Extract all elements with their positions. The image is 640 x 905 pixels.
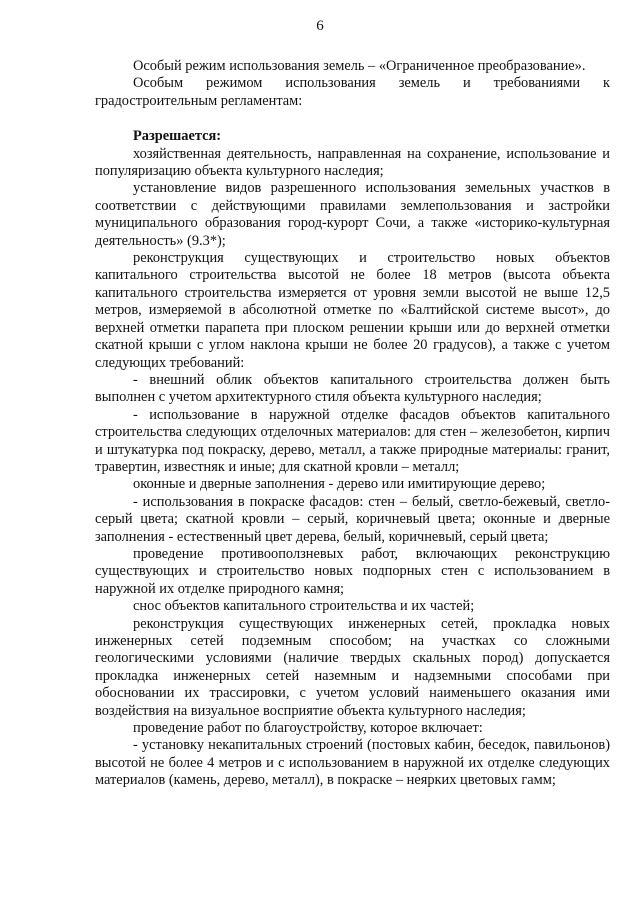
paragraph: оконные и дверные заполнения - дерево или имитирующие дерево; [133,476,546,493]
permitted-heading: Разрешается: [133,128,222,145]
page-number: 6 [316,18,324,34]
paragraph: реконструкция существующих инженерных сетей, прокладка новых инженерных сетей подземным способом; на участках со сложными геологическими условиями (наличие твердых скальных пород) допускается прокладка инженерных сетей наземным и надземными способами при обосновании их трассировки, с учетом условий наименьшего оказания ими воздействия на визуальное восприятие объекта культурного наследия; [95,615,610,719]
list-item: - установку некапитальных строений (постовых кабин, беседок, павильонов) высотой не более 4 метров и с использованием в наружной их отделке следующих материалов (камень, дерево, металл), в покраске – неярких цветовых гамм; [95,737,610,789]
paragraph: проведение противооползневых работ, включающих реконструкцию существующих и строительство новых подпорных стен с использованием в наружной их отделке природного камня; [95,545,610,597]
regime-title: Особый режим использования земель – «Ограниченное преобразование». [133,58,586,74]
document-body [95,58,610,790]
paragraph: установление видов разрешенного использования земельных участков в соответствии с действующими правилами землепользования и застройки муниципального образования город-курорт Сочи, а также «историко-культурная деятельность» (9.3*); [95,180,610,249]
paragraph: проведение работ по благоустройству, которое включает: [133,720,483,737]
list-item: - внешний облик объектов капитального строительства должен быть выполнен с учетом архитектурного стиля объекта культурного наследия; [95,371,610,406]
list-item: - использования в покраске фасадов: стен – белый, светло-бежевый, светло-серый цвета; скатной кровли – серый, коричневый цвета; оконные и дверные заполнения - естественный цвет дерева, белый, коричневый, серый цвета; [95,493,610,545]
regime-intro: Особым режимом использования земель и требованиями к градостроительным регламентам: [95,75,610,109]
paragraph: снос объектов капитального строительства и их частей; [133,598,475,615]
paragraph: реконструкция существующих и строительство новых объектов капитального строительства высотой не более 18 метров (высота объекта капитального строительства измеряется от уровня земли высотой не выше 12,5 метров, измеряемой в абсолютной отметке по «Балтийской системе высот», до верхней отметки парапета при плоском решении крыши или до верхней отметки скатной крыши с углом наклона крыши не более 20 градусов), а также с учетом следующих требований: [95,250,610,371]
list-item: - использование в наружной отделке фасадов объектов капитального строительства следующих отделочных материалов: для стен – железобетон, кирпич и штукатурка под покраску, дерево, металл, а также природные материалы: гранит, травертин, известняк и иные; для скатной кровли – металл; [95,406,610,475]
paragraph: хозяйственная деятельность, направленная на сохранение, использование и популяризацию объекта культурного наследия; [95,145,610,180]
